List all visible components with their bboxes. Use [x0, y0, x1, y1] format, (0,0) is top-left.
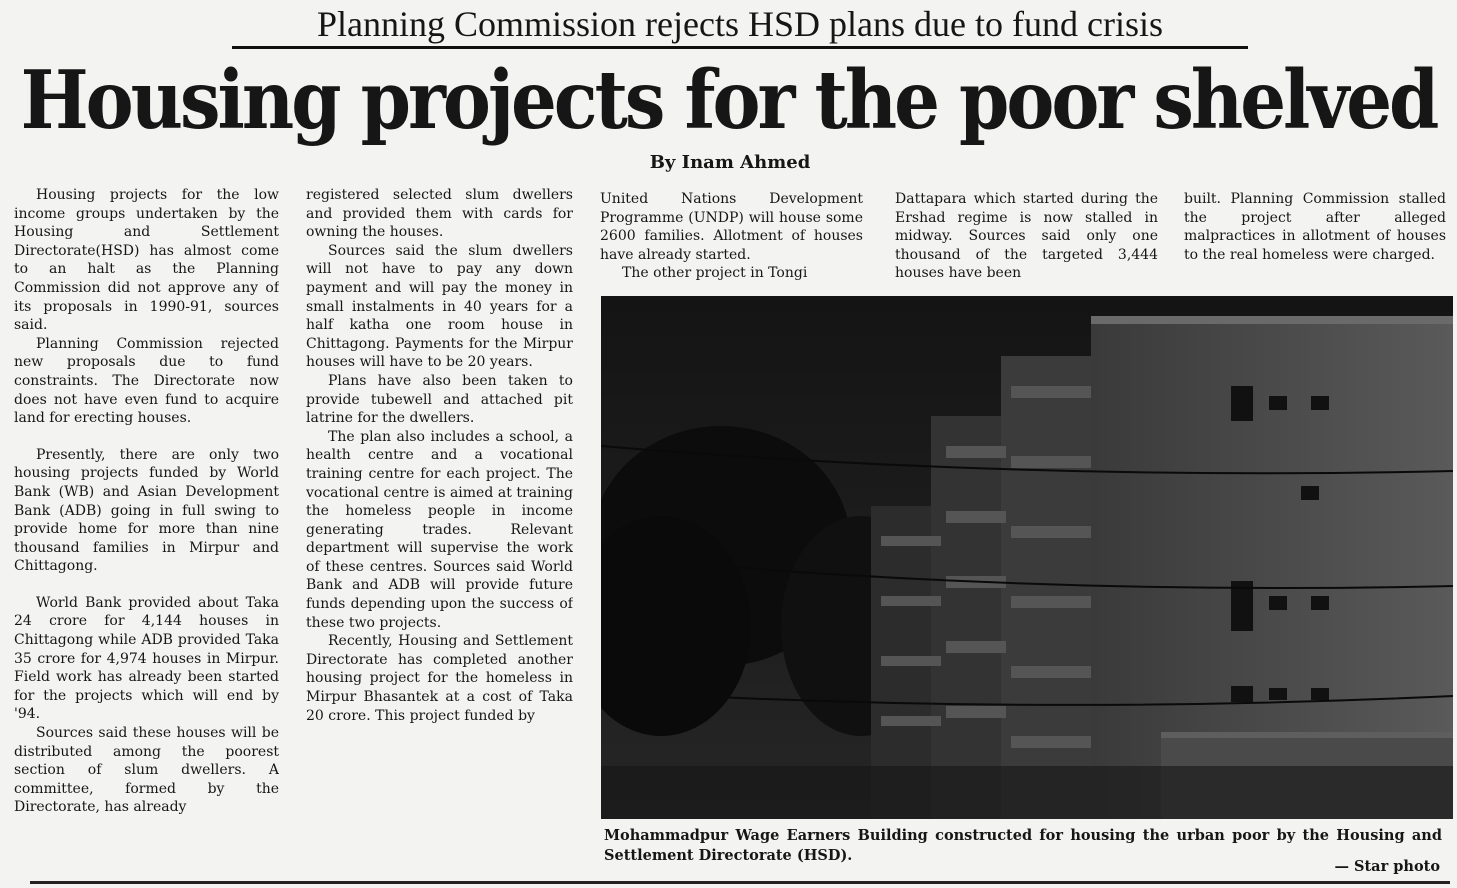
- photo-credit: — Star photo: [1334, 858, 1440, 875]
- byline: By Inam Ahmed: [649, 152, 811, 173]
- main-headline: Housing projects for the poor shelved: [20, 51, 1437, 148]
- paragraph: Recently, Housing and Settlement Directorate has completed another housing project for the homeless in Mirpur Bhasantek at a cost of Taka 20 crore. This project funded by: [306, 633, 573, 724]
- paragraph: United Nations Development Programme (UNDP) will house some 2600 families. Allotment of houses have already started.: [600, 191, 863, 263]
- paragraph: The plan also includes a school, a health centre and a vocational training centre for each project. The vocational centre is aimed at training the homeless people in income generating trades. Relevant department will supervise the work of these centres. Sources said World Bank and ADB will provide future funds depending upon the success of these two projects.: [306, 428, 573, 631]
- paragraph: registered selected slum dwellers and provided them with cards for owning the houses.: [306, 187, 573, 241]
- paragraph: World Bank provided about Taka 24 crore for 4,144 houses in Chittagong while ADB provided Taka 35 crore for 4,974 houses in Mirpur. Field work has already been started for the projects which will end by '94.: [14, 594, 279, 723]
- article-column-2: [306, 186, 573, 866]
- paragraph: Housing projects for the low income groups undertaken by the Housing and Settlement Directorate(HSD) has almost come to an halt as the Planning Commission did not approve any of its proposals in 1990-91, sources said.: [14, 187, 279, 334]
- paragraph: Sources said these houses will be distributed among the poorest section of slum dwellers. A committee, formed by the Directorate, has already: [14, 725, 279, 816]
- article-column-1: [14, 186, 279, 866]
- paragraph: Sources said the slum dwellers will not have to pay any down payment and will pay the money in small instalments in 40 years for a half katha one room house in Chittagong. Payments for the Mirpur houses will have to be 20 years.: [306, 242, 573, 371]
- photo-caption: Mohammadpur Wage Earners Building constructed for housing the urban poor by the Housing and Settlement Directorate (HSD).: [604, 827, 1442, 864]
- article-column-4: [895, 190, 1158, 288]
- kicker-headline: Planning Commission rejects HSD plans due to fund crisis: [232, 2, 1248, 49]
- article-column-3: [600, 190, 863, 288]
- paragraph: Plans have also been taken to provide tubewell and attached pit latrine for the dwellers.: [306, 372, 573, 427]
- article-column-5: [1184, 190, 1446, 288]
- paragraph: Dattapara which started during the Ershad regime is now stalled in midway. Sources said only one thousand of the targeted 3,444 houses have been: [895, 191, 1158, 282]
- paragraph: Planning Commission rejected new proposals due to fund constraints. The Directorate now does not have even fund to acquire land for erecting houses.: [14, 335, 279, 427]
- building-photo: [601, 296, 1453, 819]
- bottom-rule: [30, 881, 1450, 884]
- paragraph: The other project in Tongi: [622, 265, 808, 282]
- paragraph: built. Planning Commission stalled the project after alleged malpractices in allotment of houses to the real homeless were charged.: [1184, 191, 1446, 263]
- paragraph: Presently, there are only two housing projects funded by World Bank (WB) and Asian Development Bank (ADB) going in full swing to provide home for more than nine thousand families in Mirpur and Chittagong.: [14, 446, 279, 575]
